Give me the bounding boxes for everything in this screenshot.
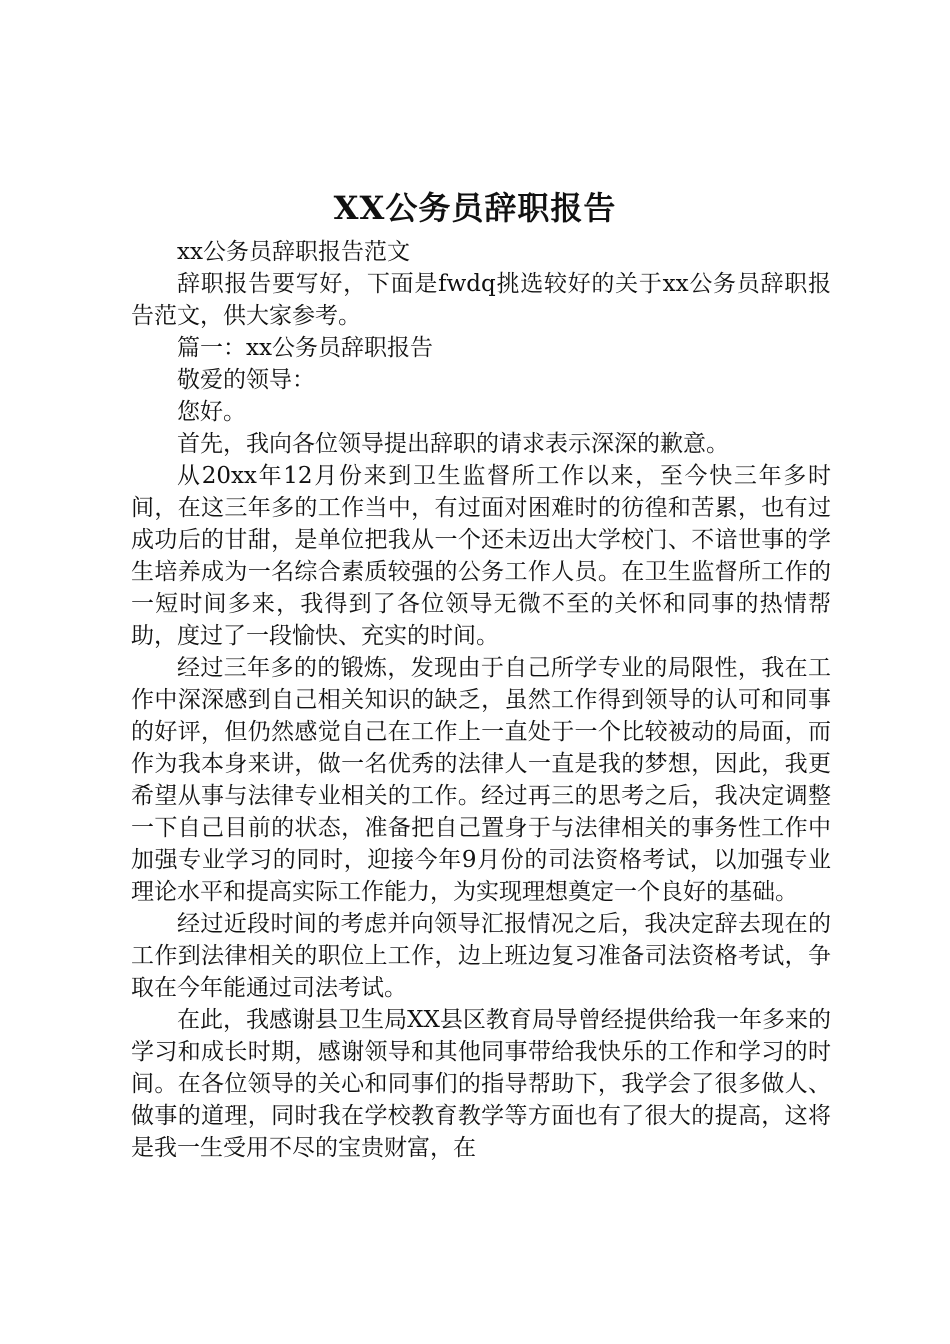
paragraph-thanks: 在此，我感谢县卫生局XX县区教育局导曾经提供给我一年多来的学习和成长时期，感谢领导和其他同事带给我快乐的工作和学习的时间。在各位领导的关心和同事们的指导帮助下，我学会了很多做人、做事的道理，同时我在学校教育教学等方面也有了很大的提高，这将是我一生受用不尽的宝贵财富，在: [131, 1007, 831, 1161]
document-title: XX公务员辞职报告: [333, 189, 617, 227]
paragraph-intro: 辞职报告要写好，下面是fwdq挑选较好的关于xx公务员辞职报告范文，供大家参考。: [131, 271, 831, 329]
paragraph-salutation: 敬爱的领导：: [177, 367, 315, 393]
paragraph-apology: 首先，我向各位领导提出辞职的请求表示深深的歉意。: [177, 431, 729, 457]
document-body: [131, 236, 831, 1164]
paragraph-decision: 经过近段时间的考虑并向领导汇报情况之后，我决定辞去现在的工作到法律相关的职位上工作，边上班边复习准备司法资格考试，争取在今年能通过司法考试。: [131, 911, 831, 1001]
paragraph-subtitle: xx公务员辞职报告范文: [177, 239, 410, 265]
paragraph-work-history: 从20xx年12月份来到卫生监督所工作以来，至今快三年多时间，在这三年多的工作当中，有过面对困难时的彷徨和苦累，也有过成功后的甘甜，是单位把我从一个还未迈出大学校门、不谙世事的学生培养成为一名综合素质较强的公务工作人员。在卫生监督所工作的一短时间多来，我得到了各位领导无微不至的关怀和同事的热情帮助，度过了一段愉快、充实的时间。: [131, 463, 831, 649]
paragraph-reason: 经过三年多的的锻炼，发现由于自己所学专业的局限性，我在工作中深深感到自己相关知识的缺乏，虽然工作得到领导的认可和同事的好评，但仍然感觉自己在工作上一直处于一个比较被动的局面，而作为我本身来讲，做一名优秀的法律人一直是我的梦想，因此，我更希望从事与法律专业相关的工作。经过再三的思考之后，我决定调整一下自己目前的状态，准备把自己置身于与法律相关的事务性工作中加强专业学习的同时，迎接今年9月份的司法资格考试，以加强专业理论水平和提高实际工作能力，为实现理想奠定一个良好的基础。: [131, 655, 831, 905]
paragraph-greeting: 您好。: [177, 399, 246, 425]
paragraph-section-heading: 篇一：xx公务员辞职报告: [177, 335, 433, 361]
